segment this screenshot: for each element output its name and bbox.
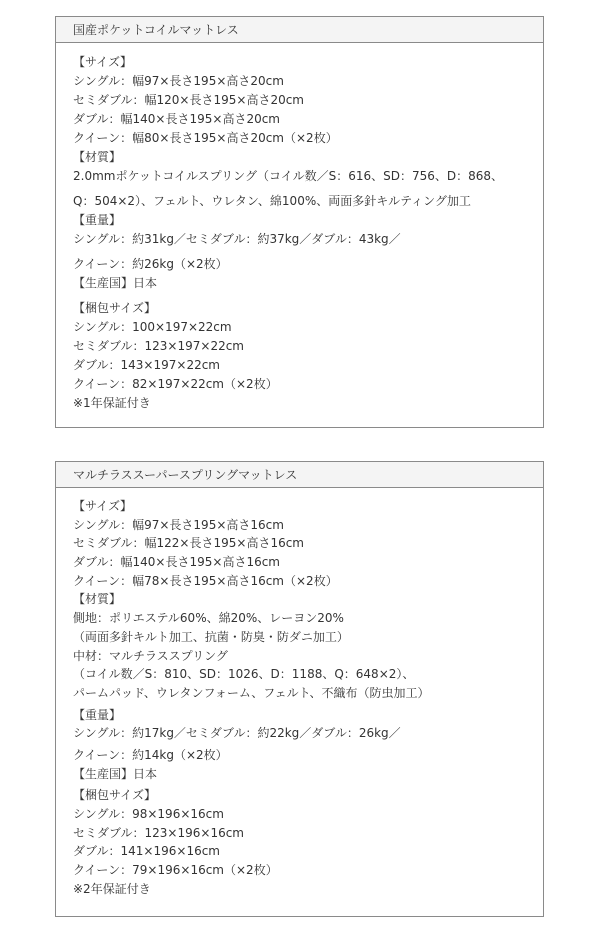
- spec-line: シングル：約17kg／セミダブル：約22kg／ダブル：26kg／: [73, 726, 401, 741]
- spec-list: [56, 488, 543, 898]
- spec-list: [56, 43, 543, 413]
- spec-line: クイーン：79×196×16cm（×2枚）: [73, 863, 278, 878]
- spec-line: 中材：マルチラススプリング: [73, 648, 228, 663]
- spec-line: ※1年保証付き: [73, 396, 151, 410]
- spec-line: 【梱包サイズ】: [73, 301, 157, 315]
- spec-box-title: 国産ポケットコイルマットレス: [56, 17, 543, 43]
- spec-line: 【サイズ】: [73, 499, 133, 513]
- spec-line: 側地：ポリエステル60%、綿20%、レーヨン20%: [73, 611, 344, 626]
- spec-line: ダブル：143×197×22cm: [73, 358, 220, 372]
- spec-line: （コイル数／S：810、SD：1026、D：1188、Q：648×2）、: [73, 667, 415, 682]
- spec-line: シングル：98×196×16cm: [73, 807, 224, 821]
- spec-line: 【梱包サイズ】: [73, 788, 157, 803]
- spec-line: セミダブル：123×196×16cm: [73, 825, 244, 840]
- spec-line: 【材質】: [73, 592, 122, 607]
- spec-box-multi-spring: [55, 461, 544, 917]
- spec-line: 2.0mmポケットコイルスプリング（コイル数／S：616、SD：756、D：868、: [73, 169, 504, 183]
- spec-line: 【サイズ】: [73, 55, 133, 69]
- spec-line: クイーン：82×197×22cm（×2枚）: [73, 377, 278, 391]
- spec-line: セミダブル：123×197×22cm: [73, 339, 244, 353]
- spec-line: Q：504×2）、フェルト、ウレタン、綿100%、両面多針キルティング加工: [73, 194, 471, 208]
- spec-line: 【生産国】日本: [73, 276, 158, 290]
- spec-line: シングル：約31kg／セミダブル：約37kg／ダブル：43kg／: [73, 232, 401, 246]
- spec-line: シングル：幅97×長さ195×高さ20cm: [73, 74, 284, 88]
- spec-line: ※2年保証付き: [73, 881, 151, 896]
- spec-line: ダブル：幅140×長さ195×高さ16cm: [73, 555, 280, 570]
- spec-line: シングル：幅97×長さ195×高さ16cm: [73, 517, 284, 532]
- spec-line: クイーン：約26kg（×2枚）: [73, 257, 228, 271]
- spec-line: クイーン：約14kg（×2枚）: [73, 747, 228, 762]
- spec-line: （両面多針キルト加工、抗菌・防臭・防ダニ加工）: [73, 629, 349, 644]
- spec-line: 【生産国】日本: [73, 766, 158, 781]
- spec-line: パームパッド、ウレタンフォーム、フェルト、不織布（防虫加工）: [73, 685, 430, 700]
- spec-line: 【重量】: [73, 213, 122, 227]
- spec-line: クイーン：幅78×長さ195×高さ16cm（×2枚）: [73, 573, 338, 588]
- spec-line: クイーン：幅80×長さ195×高さ20cm（×2枚）: [73, 131, 338, 145]
- spec-line: 【重量】: [73, 707, 122, 722]
- spec-box-pocket-coil: [55, 16, 544, 428]
- spec-line: ダブル：幅140×長さ195×高さ20cm: [73, 112, 280, 126]
- spec-line: セミダブル：幅122×長さ195×高さ16cm: [73, 536, 304, 551]
- spec-line: セミダブル：幅120×長さ195×高さ20cm: [73, 93, 304, 107]
- spec-box-title: マルチラススーパースプリングマットレス: [56, 462, 543, 488]
- spec-line: 【材質】: [73, 150, 122, 164]
- spec-line: シングル：100×197×22cm: [73, 320, 232, 334]
- spec-line: ダブル：141×196×16cm: [73, 844, 220, 859]
